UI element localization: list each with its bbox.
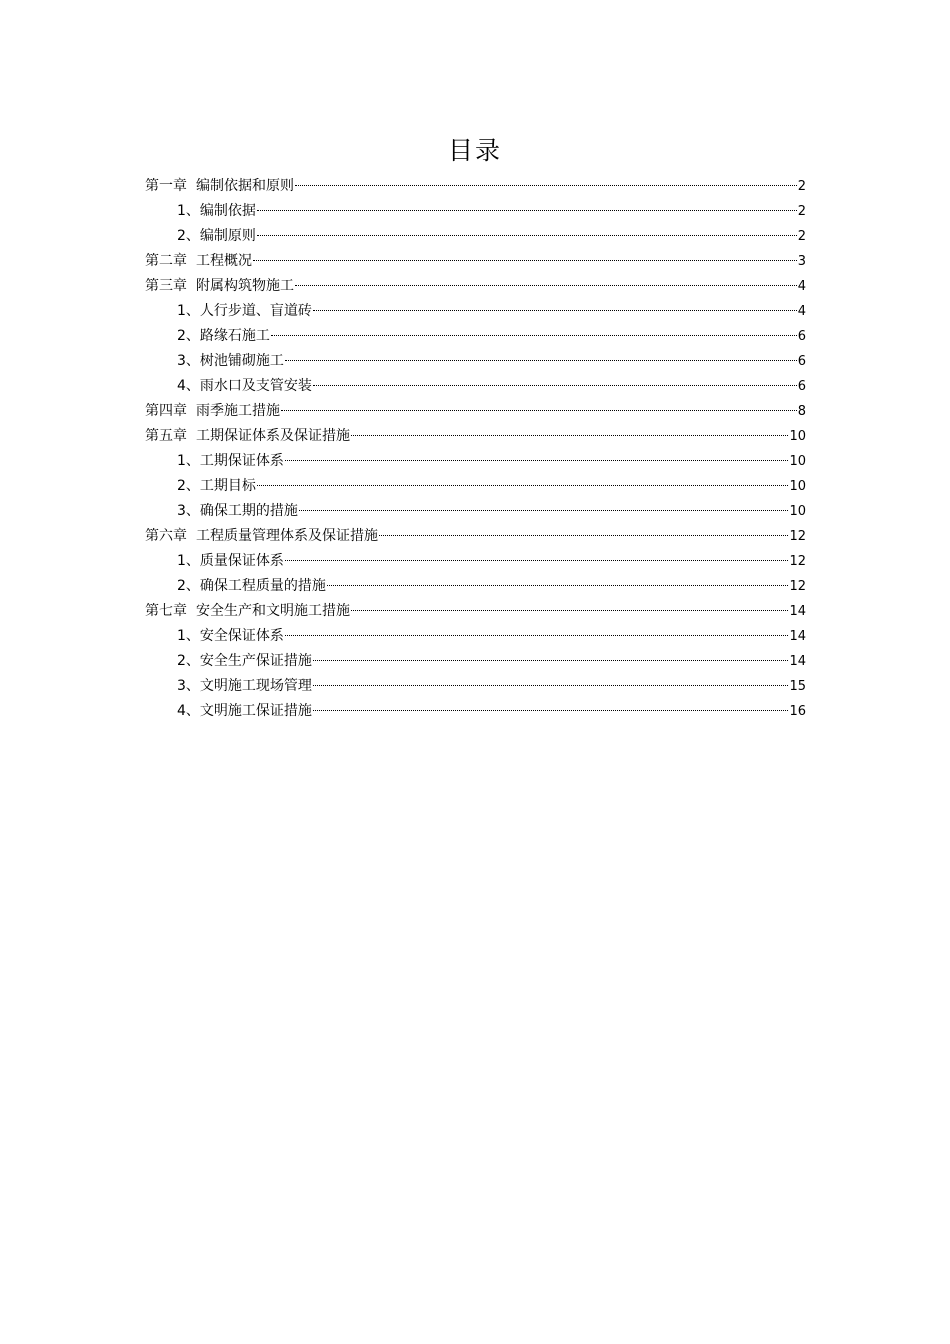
toc-dot-leader xyxy=(313,309,797,311)
toc-entry-text: 4、文明施工保证措施 xyxy=(177,703,312,719)
toc-entry-label xyxy=(177,299,312,324)
toc-dot-leader xyxy=(285,634,789,636)
toc-section-entry[interactable] xyxy=(145,474,806,499)
toc-dot-leader xyxy=(351,609,788,611)
toc-entry-label xyxy=(177,674,312,699)
toc-entry-label xyxy=(145,399,280,424)
toc-section-entry[interactable] xyxy=(145,624,806,649)
toc-entry-label xyxy=(177,449,284,474)
toc-section-entry[interactable] xyxy=(145,299,806,324)
toc-section-entry[interactable] xyxy=(145,199,806,224)
toc-page-number: 15 xyxy=(789,679,806,694)
toc-page-number: 10 xyxy=(789,454,806,469)
toc-dot-leader xyxy=(313,384,797,386)
toc-entry-text: 雨季施工措施 xyxy=(196,403,280,419)
toc-entry-text: 附属构筑物施工 xyxy=(196,278,294,294)
toc-dot-leader xyxy=(285,359,797,361)
toc-section-entry[interactable] xyxy=(145,449,806,474)
toc-dot-leader xyxy=(285,559,789,561)
toc-entry-text: 工期保证体系及保证措施 xyxy=(196,428,350,444)
toc-entry-label xyxy=(145,249,252,274)
toc-entry-label xyxy=(145,424,350,449)
toc-page-number: 14 xyxy=(789,629,806,644)
toc-entry-text: 3、文明施工现场管理 xyxy=(177,678,312,694)
toc-section-entry[interactable] xyxy=(145,374,806,399)
toc-page-number: 12 xyxy=(789,579,806,594)
toc-entry-text: 4、雨水口及支管安装 xyxy=(177,378,312,394)
toc-title: 目录 xyxy=(447,136,502,165)
toc-section-entry[interactable] xyxy=(145,224,806,249)
toc-entry-text: 工程概况 xyxy=(196,253,252,269)
toc-section-entry[interactable] xyxy=(145,499,806,524)
toc-dot-leader xyxy=(327,584,789,586)
toc-entry-text: 1、工期保证体系 xyxy=(177,453,284,469)
toc-entry-label xyxy=(177,574,326,599)
toc-chapter-number: 第七章 xyxy=(145,603,187,619)
toc-page-number: 4 xyxy=(797,279,806,294)
toc-section-entry[interactable] xyxy=(145,699,806,724)
toc-section-entry[interactable] xyxy=(145,649,806,674)
toc-entry-label xyxy=(177,224,256,249)
toc-dot-leader xyxy=(295,284,797,286)
toc-section-entry[interactable] xyxy=(145,574,806,599)
toc-dot-leader xyxy=(253,259,797,261)
toc-dot-leader xyxy=(257,484,789,486)
toc-page-number: 3 xyxy=(797,254,806,269)
toc-entry-text: 3、树池铺砌施工 xyxy=(177,353,284,369)
toc-page-number: 14 xyxy=(789,654,806,669)
toc-entry-text: 安全生产和文明施工措施 xyxy=(196,603,350,619)
toc-page-number: 2 xyxy=(797,179,806,194)
toc-dot-leader xyxy=(257,234,797,236)
toc-dot-leader xyxy=(379,534,788,536)
toc-chapter-entry[interactable] xyxy=(145,424,806,449)
toc-chapter-number: 第一章 xyxy=(145,178,187,194)
toc-entry-label xyxy=(145,599,350,624)
toc-entry-label xyxy=(177,374,312,399)
toc-section-entry[interactable] xyxy=(145,349,806,374)
toc-dot-leader xyxy=(313,684,789,686)
toc-dot-leader xyxy=(285,459,789,461)
toc-entry-label xyxy=(177,624,284,649)
toc-chapter-number: 第二章 xyxy=(145,253,187,269)
toc-entry-label xyxy=(177,499,298,524)
toc-page-number: 16 xyxy=(789,704,806,719)
toc-entry-text: 工程质量管理体系及保证措施 xyxy=(196,528,378,544)
toc-chapter-number: 第六章 xyxy=(145,528,187,544)
toc-dot-leader xyxy=(313,709,789,711)
toc-entry-label xyxy=(177,549,284,574)
toc-entry-label xyxy=(145,174,294,199)
toc-section-entry[interactable] xyxy=(145,324,806,349)
toc-dot-leader xyxy=(299,509,789,511)
toc-chapter-entry[interactable] xyxy=(145,249,806,274)
toc-entry-text: 2、路缘石施工 xyxy=(177,328,270,344)
toc-chapter-entry[interactable] xyxy=(145,524,806,549)
toc-dot-leader xyxy=(295,184,797,186)
toc-chapter-number: 第四章 xyxy=(145,403,187,419)
toc-entry-text: 编制依据和原则 xyxy=(196,178,294,194)
toc-page-number: 2 xyxy=(797,204,806,219)
toc-entry-text: 1、人行步道、盲道砖 xyxy=(177,303,312,319)
toc-chapter-entry[interactable] xyxy=(145,174,806,199)
toc-entry-label xyxy=(177,324,270,349)
toc-page-number: 6 xyxy=(797,329,806,344)
toc-dot-leader xyxy=(257,209,797,211)
toc-entry-text: 2、工期目标 xyxy=(177,478,256,494)
toc-chapter-number: 第三章 xyxy=(145,278,187,294)
toc-page-number: 12 xyxy=(789,554,806,569)
toc-page-number: 12 xyxy=(789,529,806,544)
toc-section-entry[interactable] xyxy=(145,549,806,574)
toc-entry-text: 1、质量保证体系 xyxy=(177,553,284,569)
toc-page-number: 8 xyxy=(797,404,806,419)
toc-page-number: 6 xyxy=(797,354,806,369)
toc-chapter-entry[interactable] xyxy=(145,274,806,299)
toc-dot-leader xyxy=(281,409,797,411)
toc-entry-text: 2、安全生产保证措施 xyxy=(177,653,312,669)
toc-page-number: 4 xyxy=(797,304,806,319)
toc-entry-text: 2、编制原则 xyxy=(177,228,256,244)
toc-page-number: 2 xyxy=(797,229,806,244)
toc-entry-label xyxy=(177,474,256,499)
toc-entry-text: 1、安全保证体系 xyxy=(177,628,284,644)
toc-dot-leader xyxy=(313,659,789,661)
toc-page-number: 6 xyxy=(797,379,806,394)
toc-page-number: 14 xyxy=(789,604,806,619)
toc-entry-label xyxy=(177,349,284,374)
toc-page-number: 10 xyxy=(789,429,806,444)
toc-entry-label xyxy=(177,699,312,724)
toc-page-number: 10 xyxy=(789,504,806,519)
toc-chapter-number: 第五章 xyxy=(145,428,187,444)
toc-list xyxy=(145,174,806,724)
toc-entry-text: 1、编制依据 xyxy=(177,203,256,219)
toc-entry-label xyxy=(145,274,294,299)
toc-dot-leader xyxy=(351,434,788,436)
toc-entry-label xyxy=(177,649,312,674)
toc-chapter-entry[interactable] xyxy=(145,399,806,424)
toc-entry-text: 2、确保工程质量的措施 xyxy=(177,578,326,594)
toc-entry-text: 3、确保工期的措施 xyxy=(177,503,298,519)
toc-section-entry[interactable] xyxy=(145,674,806,699)
toc-page-number: 10 xyxy=(789,479,806,494)
toc-chapter-entry[interactable] xyxy=(145,599,806,624)
toc-entry-label xyxy=(145,524,378,549)
toc-entry-label xyxy=(177,199,256,224)
toc-dot-leader xyxy=(271,334,797,336)
